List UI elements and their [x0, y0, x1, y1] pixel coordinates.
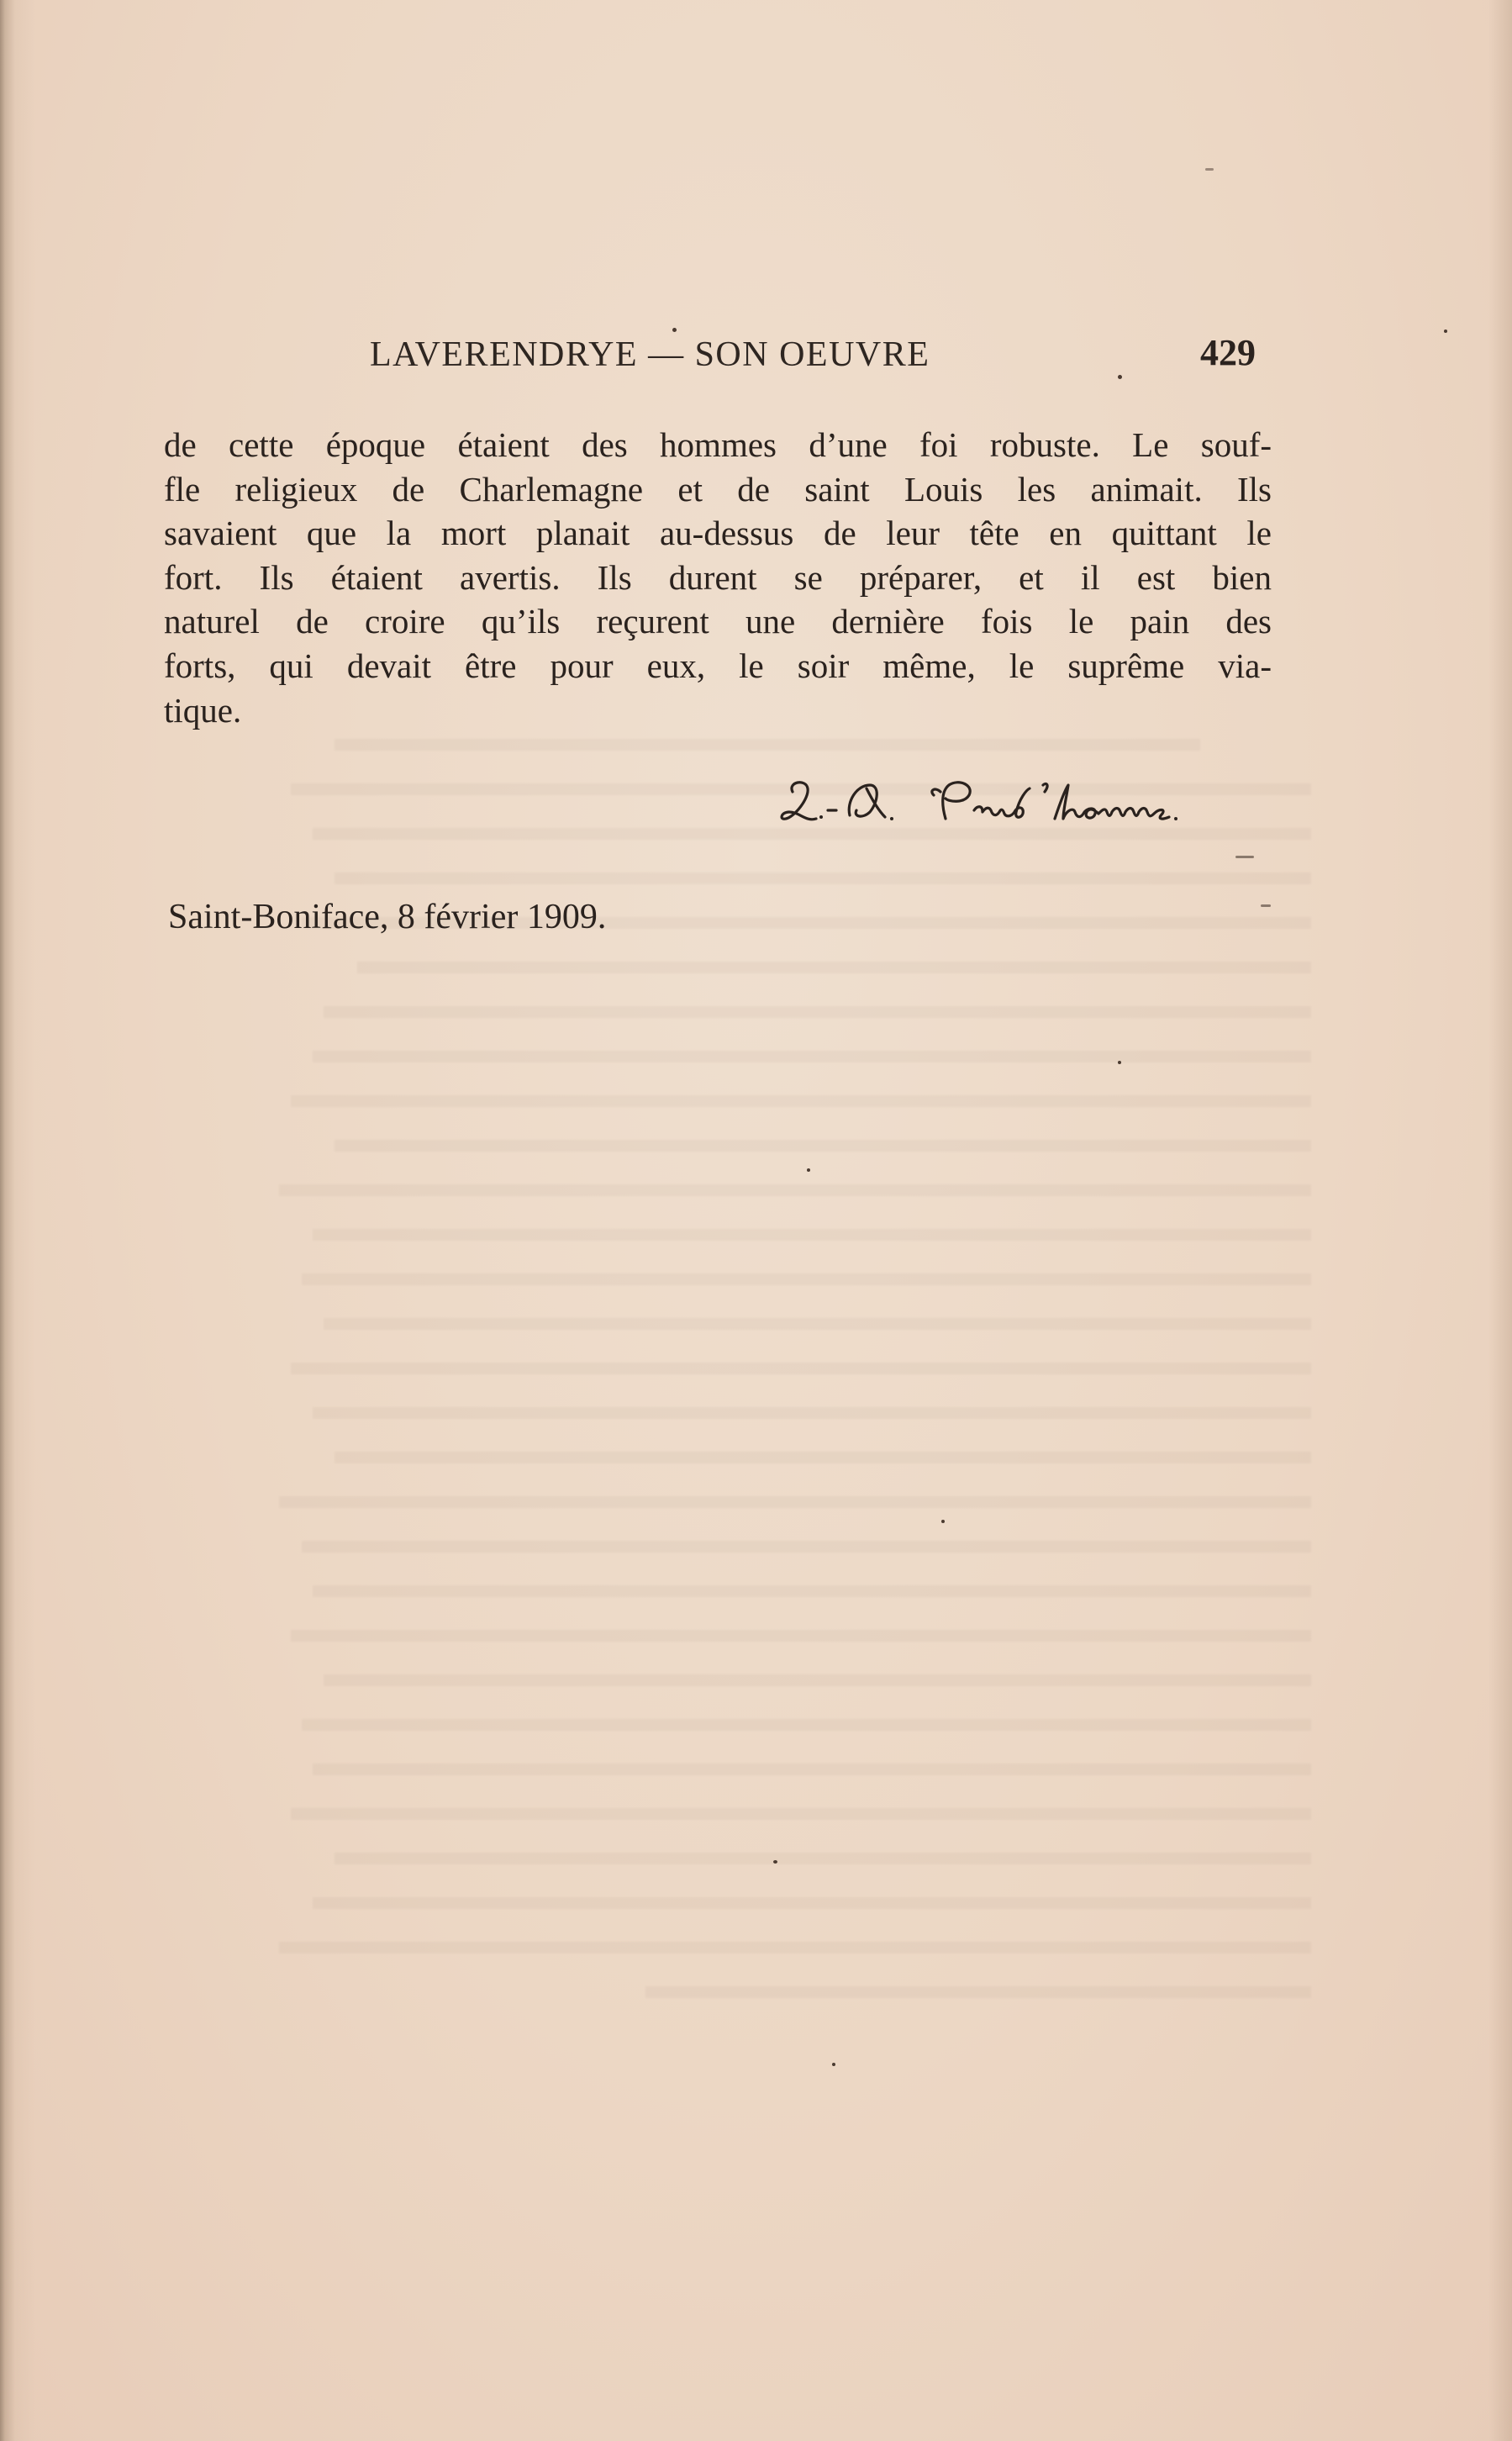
- text-line: fort. Ils étaient avertis. Ils durent se préparer, et il est bien: [164, 557, 1272, 597]
- page-number: 429: [1200, 332, 1256, 373]
- text-line: fle religieux de Charlemagne et de saint Louis les animait. Ils: [164, 469, 1272, 509]
- place-date-line: Saint-Boniface, 8 février 1909.: [168, 898, 607, 936]
- paper-speck: [941, 1520, 945, 1523]
- signature: [769, 773, 1206, 832]
- text-line: de cette époque étaient des hommes d’une foi robuste. Le souf-: [164, 425, 1272, 464]
- paper-speck: [807, 1168, 810, 1172]
- text-line: naturel de croire qu’ils reçurent une dernière fois le pain des: [164, 602, 1272, 641]
- text-line: forts, qui devait être pour eux, le soir même, le suprême via-: [164, 646, 1272, 685]
- running-title: LAVERENDRYE — SON OEUVRE: [370, 335, 930, 374]
- body-paragraph: [164, 423, 1272, 732]
- paper-speck: [1118, 375, 1122, 379]
- paper-speck: [773, 1860, 777, 1864]
- text-line: tique.: [164, 690, 242, 730]
- paper-speck: [832, 2063, 835, 2066]
- paper-speck: [1118, 1061, 1121, 1064]
- paper-speck: [1261, 904, 1271, 907]
- text-line: savaient que la mort planait au-dessus de leur tête en quittant le: [164, 514, 1272, 553]
- paper-speck: [1235, 856, 1254, 858]
- paper-speck: [672, 328, 677, 332]
- paper-speck: [1444, 330, 1447, 333]
- paper-speck: [1205, 168, 1214, 171]
